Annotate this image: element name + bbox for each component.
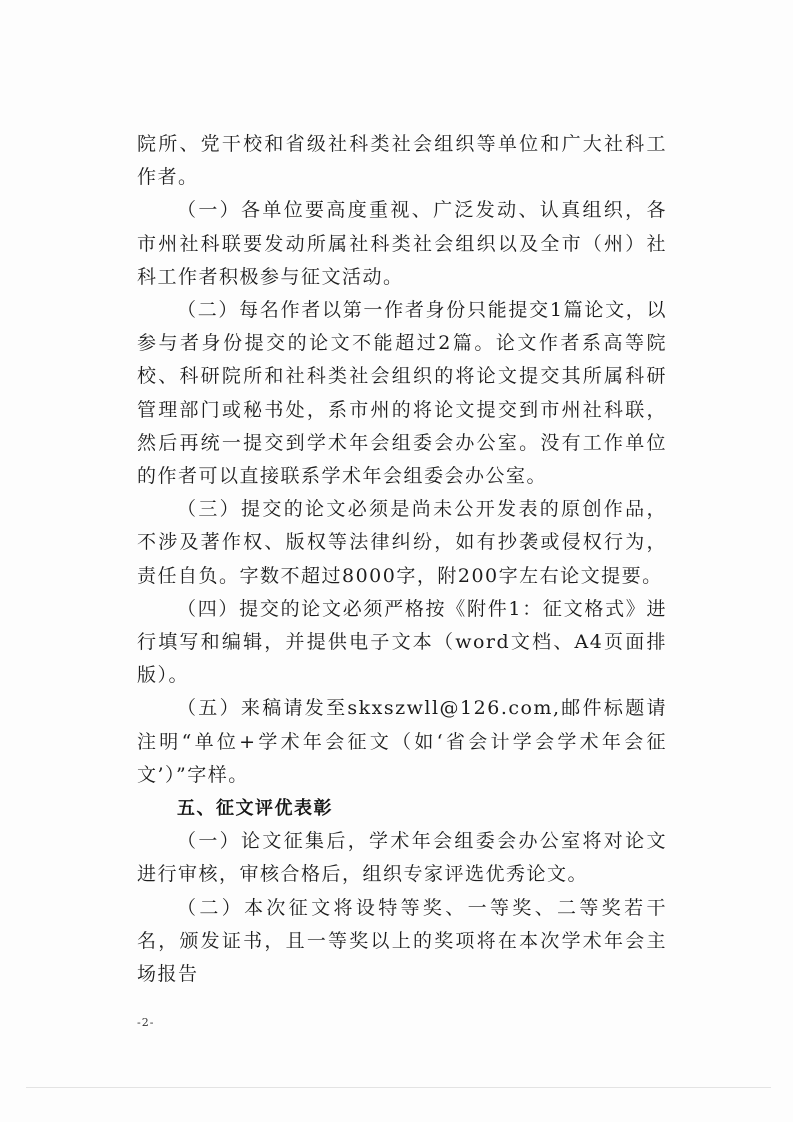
- paragraph-item-4: （四）提交的论文必须严格按《附件1：征文格式》进行填写和编辑，并提供电子文本（word文档、A4页面排版）。: [137, 597, 667, 687]
- page-number: -2-: [137, 1016, 155, 1029]
- paragraph-continuation: 院所、党干校和省级社科类社会组织等单位和广大社科工作者。: [137, 133, 667, 189]
- paragraph-award-1: （一）论文征集后，学术年会组委会办公室将对论文进行审核，审核合格后，组织专家评选优秀论文。: [137, 830, 667, 886]
- paragraph-item-2: （二）每名作者以第一作者身份只能提交1篇论文，以参与者身份提交的论文不能超过2篇。论文作者系高等院校、科研院所和社科类社会组织的将论文提交其所属科研管理部门或秘书处，系市州的将论文提交到市州社科联，然后再统一提交到学术年会组委会办公室。没有工作单位的作者可以直接联系学术年会组委会办公室。: [137, 299, 667, 488]
- paragraph-award-2: （二）本次征文将设特等奖、一等奖、二等奖若干名，颁发证书，且一等奖以上的奖项将在本次学术年会主场报告: [137, 896, 667, 986]
- scan-edge-divider: [26, 1087, 771, 1088]
- paragraph-item-3: （三）提交的论文必须是尚未公开发表的原创作品，不涉及著作权、版权等法律纠纷，如有抄袭或侵权行为，责任自负。字数不超过8000字，附200字左右论文提要。: [137, 498, 667, 587]
- document-body: [137, 128, 667, 991]
- paragraph-item-5: （五）来稿请发至skxszwll@126.com,邮件标题请注明“单位+学术年会征文（如‘省会计学会学术年会征文’）”字样。: [137, 697, 667, 786]
- paragraph-item-1: （一）各单位要高度重视、广泛发动、认真组织，各市州社科联要发动所属社科类社会组织以及全市（州）社科工作者积极参与征文活动。: [137, 199, 667, 288]
- section-heading: 五、征文评优表彰: [177, 798, 333, 820]
